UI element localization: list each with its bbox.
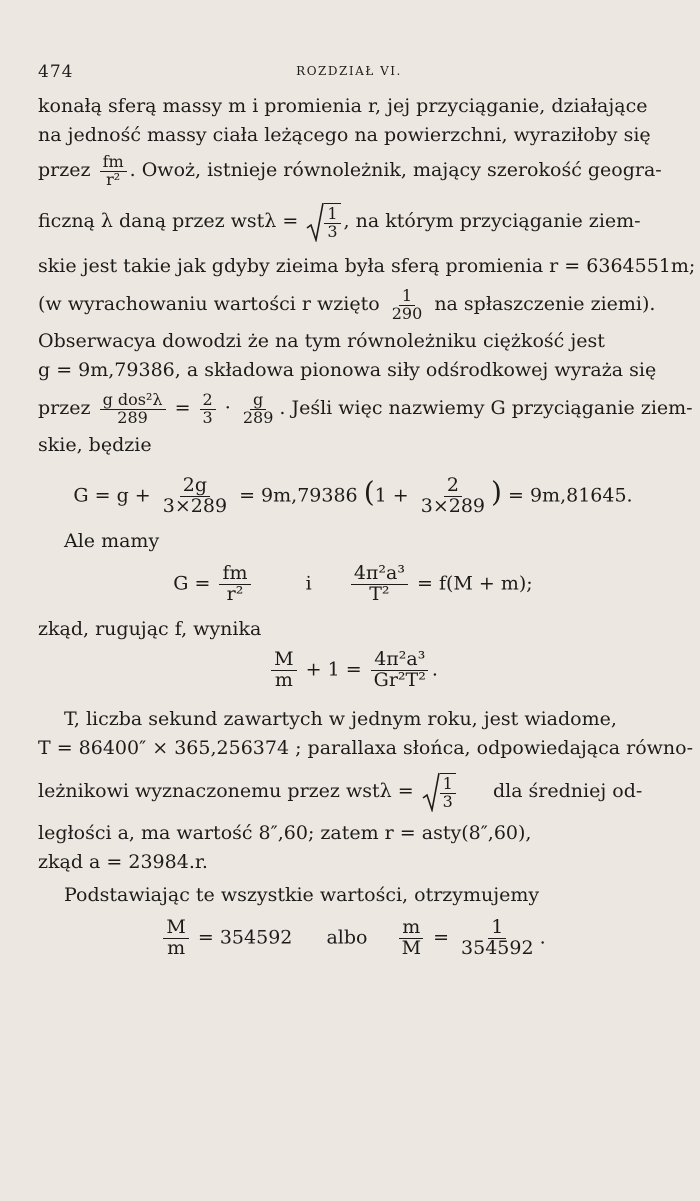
equation-gravity bbox=[38, 476, 668, 517]
fraction-fm-r2 bbox=[219, 561, 250, 605]
equation-text: . bbox=[539, 926, 546, 949]
equation-text: = 9m,81645. bbox=[508, 484, 633, 507]
fraction-numerator: g dos²λ bbox=[100, 392, 166, 410]
square-root-sign bbox=[306, 202, 324, 242]
text-line: przez $\frac{\text{g dos²λ}}{289}$ = $\frac{2}{3}$ · $\frac{g}{289}$ . Jeśli więc nazwiemy G przyciąganie ziem- bbox=[38, 389, 693, 427]
equation-text: G = g + bbox=[73, 484, 151, 507]
equation-text: . bbox=[431, 658, 438, 681]
text-fragment: ficzną λ daną przez wstλ = bbox=[38, 210, 299, 232]
text-line: g = 9m,79386, a składowa pionowa siły odśrodkowej wyraża się bbox=[38, 359, 657, 381]
fraction-one-third bbox=[440, 773, 456, 811]
fraction-M-m bbox=[271, 647, 296, 691]
text-line bbox=[38, 281, 668, 327]
equation-mass-ratio bbox=[38, 647, 668, 691]
fraction-numerator: 1 bbox=[488, 918, 506, 939]
square-root-sign bbox=[422, 772, 440, 812]
running-title: ROZDZIAŁ VI. bbox=[296, 64, 402, 78]
fraction-denominator: 3 bbox=[442, 791, 453, 811]
equation-text: + 1 = bbox=[305, 658, 362, 681]
text-fragment: przez bbox=[38, 159, 91, 181]
fraction-denominator: T² bbox=[369, 582, 390, 605]
fraction-numerator: 1 bbox=[440, 776, 456, 794]
fraction-denominator: 3×289 bbox=[162, 494, 228, 517]
fraction-two-third bbox=[200, 389, 216, 427]
fraction-denominator: r² bbox=[106, 169, 121, 189]
text-line: zkąd, rugując f, wynika bbox=[38, 617, 262, 640]
fraction-M-m bbox=[163, 915, 188, 959]
fraction-2-3x289 bbox=[418, 476, 488, 517]
fraction-numerator: g bbox=[250, 392, 266, 410]
equation-text: albo bbox=[326, 926, 368, 949]
fraction-numerator: fm bbox=[100, 154, 127, 172]
text-fragment: . Owoż, istnieje równoleżnik, mający szerokość geogra- bbox=[129, 159, 662, 181]
paren-close: ) bbox=[491, 475, 502, 509]
fraction-denominator: r² bbox=[226, 582, 244, 605]
text-line: ległości a, ma wartość 8″,60; zatem r = asty(8″,60), bbox=[38, 821, 532, 844]
fraction-numerator: 2g bbox=[180, 476, 210, 497]
text-line: konałą sferą massy m i promienia r, jej przyciąganie, działające bbox=[38, 95, 648, 117]
fraction-numerator: fm bbox=[219, 564, 250, 585]
fraction-gcos-289 bbox=[100, 389, 166, 427]
text-line bbox=[38, 763, 668, 819]
fraction-fm-r2 bbox=[100, 151, 127, 189]
equation-text: = f(M + m); bbox=[417, 572, 533, 595]
fraction-denominator: Gr²T² bbox=[373, 668, 426, 691]
equation-text: 1 + bbox=[374, 484, 409, 507]
fraction-denominator: 3 bbox=[202, 407, 213, 427]
text-line: T = 86400″ × 365,256374 ; parallaxa słońca, odpowiedająca równo- bbox=[38, 736, 694, 759]
text-line: Obserwacya dowodzi że na tym równoleżniku ciężkość jest bbox=[38, 330, 605, 352]
text-line: na jedność massy ciała leżącego na powierzchni, wyraziłoby się bbox=[38, 124, 651, 146]
fraction-numerator: m bbox=[399, 918, 423, 939]
fraction-kepler-g bbox=[371, 647, 429, 691]
page-header bbox=[38, 62, 660, 84]
fraction-kepler bbox=[351, 561, 408, 605]
fraction-denominator: m bbox=[274, 668, 293, 691]
fraction-numerator: 2 bbox=[444, 476, 462, 497]
text-line bbox=[38, 190, 668, 252]
fraction-g-289 bbox=[240, 389, 277, 427]
fraction-numerator: 2 bbox=[200, 392, 216, 410]
text-line: Ale mamy bbox=[64, 529, 160, 552]
fraction-denominator: 354592 bbox=[461, 936, 534, 959]
fraction-1-354592 bbox=[458, 915, 537, 959]
fraction-denominator: 3×289 bbox=[420, 494, 486, 517]
fraction-one-third bbox=[324, 203, 340, 241]
text-fragment: (w wyrachowaniu wartości r wzięto bbox=[38, 293, 380, 315]
fraction-denominator: M bbox=[401, 936, 422, 959]
equation-kepler bbox=[38, 561, 668, 605]
text-line: skie, będzie bbox=[38, 434, 152, 456]
fraction-numerator: 1 bbox=[399, 288, 415, 306]
equation-text: i bbox=[305, 572, 312, 595]
fraction-2g bbox=[160, 476, 230, 517]
page-body bbox=[38, 92, 696, 969]
text-line: zkąd a = 23984.r. bbox=[38, 850, 208, 873]
fraction-numerator: 1 bbox=[324, 206, 340, 224]
text-fragment: przez bbox=[38, 397, 91, 419]
fraction-denominator: 289 bbox=[117, 407, 148, 427]
text-line bbox=[38, 150, 668, 190]
text-line: Podstawiając te wszystkie wartości, otrzymujemy bbox=[64, 883, 540, 906]
equation-result: $\frac{M}{m}$ = 354592 albo $\frac{m}{M}$ = $\frac{1}{354592}$ . bbox=[38, 918, 668, 959]
paren-open: ( bbox=[363, 475, 375, 509]
text-fragment: leżnikowi wyznaczonemu przez wstλ = bbox=[38, 779, 414, 802]
text-fragment: dla średniej od- bbox=[492, 779, 643, 802]
fraction-denominator: m bbox=[167, 936, 186, 959]
page-number: 474 bbox=[38, 62, 74, 82]
fraction-numerator: 4π²a³ bbox=[351, 564, 408, 585]
text-line: T, liczba sekund zawartych w jednym roku, jest wiadome, bbox=[64, 707, 617, 730]
fraction-one-290 bbox=[389, 285, 426, 323]
fraction-numerator: M bbox=[271, 650, 296, 671]
fraction-m-M bbox=[399, 915, 424, 959]
equation-text: = 9m,79386 bbox=[239, 484, 358, 507]
text-fragment: . Jeśli więc nazwiemy G przyciąganie ziem- bbox=[279, 397, 693, 419]
fraction-denominator: 289 bbox=[242, 407, 274, 427]
fraction-denominator: 290 bbox=[391, 303, 423, 323]
text-line: skie jest takie jak gdyby zieima była sferą promienia r = 6364551m; bbox=[38, 255, 696, 277]
fraction-numerator: 4π²a³ bbox=[371, 650, 428, 671]
fraction-denominator: 3 bbox=[327, 222, 338, 241]
fraction-numerator: M bbox=[163, 918, 188, 939]
text-fragment: , na którym przyciąganie ziem- bbox=[343, 210, 641, 232]
text-fragment: na spłaszczenie ziemi). bbox=[434, 293, 656, 315]
equation-text: = 354592 bbox=[197, 926, 293, 949]
equation-text: G = bbox=[173, 572, 211, 595]
